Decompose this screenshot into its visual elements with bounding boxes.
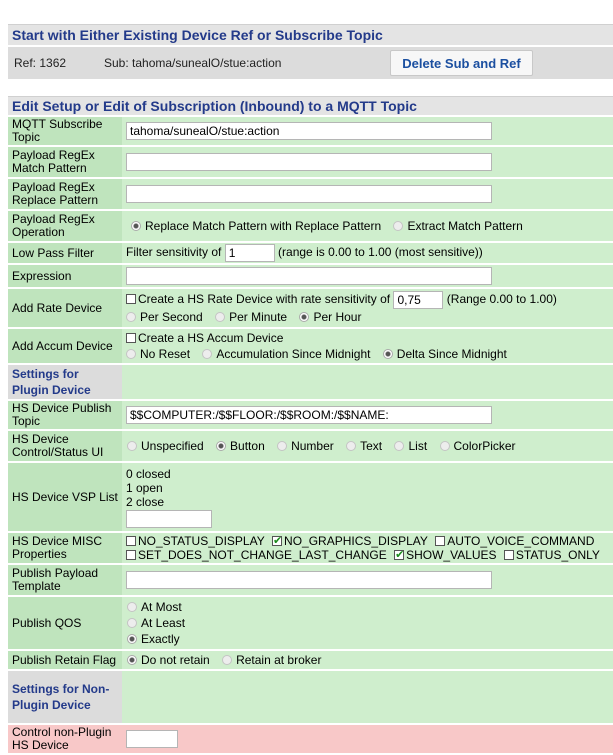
expression-label: Expression xyxy=(8,265,122,287)
regex-operation-label: Payload RegEx Operation xyxy=(8,211,122,241)
chk-set-does-not-change-label: SET_DOES_NOT_CHANGE_LAST_CHANGE xyxy=(138,548,387,562)
sub-label: Sub: tahoma/sunealO/stue:action xyxy=(104,56,282,70)
vsp-list-area[interactable] xyxy=(122,463,613,531)
rate-device-check-label: Create a HS Rate Device with rate sensitivity of xyxy=(138,292,391,307)
rate-device-checkbox[interactable] xyxy=(126,294,136,304)
rate-sensitivity-input[interactable] xyxy=(393,291,443,309)
radio-delta-midnight[interactable] xyxy=(383,349,393,359)
radio-retain-broker[interactable] xyxy=(222,655,232,665)
low-pass-input[interactable] xyxy=(225,244,275,262)
radio-text[interactable] xyxy=(346,441,356,451)
rate-device-label: Add Rate Device xyxy=(8,289,122,327)
radio-accum-midnight-label: Accumulation Since Midnight xyxy=(216,347,371,361)
low-pass-range: (range is 0.00 to 1.00 (most sensitive)) xyxy=(278,245,483,260)
vsp-list-label: HS Device VSP List xyxy=(8,463,122,531)
accum-device-checkbox[interactable] xyxy=(126,333,136,343)
chk-status-only[interactable] xyxy=(504,550,514,560)
publish-topic-label: HS Device Publish Topic xyxy=(8,401,122,429)
publish-qos-label: Publish QOS xyxy=(8,597,122,649)
radio-accum-midnight[interactable] xyxy=(202,349,212,359)
radio-exactly[interactable] xyxy=(127,634,137,644)
control-ui-label: HS Device Control/Status UI xyxy=(8,431,122,461)
radio-per-minute[interactable] xyxy=(215,312,225,322)
chk-auto-voice-command[interactable] xyxy=(435,536,445,546)
radio-extract[interactable] xyxy=(393,221,403,231)
radio-retain-broker-label: Retain at broker xyxy=(236,653,322,667)
chk-status-only-label: STATUS_ONLY xyxy=(515,548,600,562)
chk-auto-voice-command-label: AUTO_VOICE_COMMAND xyxy=(447,534,595,548)
chk-show-values-label: SHOW_VALUES xyxy=(406,548,497,562)
edit-setup-header: Edit Setup or Edit of Subscription (Inbound) to a MQTT Topic xyxy=(8,96,613,115)
radio-at-least[interactable] xyxy=(127,618,137,628)
radio-per-hour-label: Per Hour xyxy=(313,310,362,324)
accum-device-check-label: Create a HS Accum Device xyxy=(138,331,284,345)
radio-list[interactable] xyxy=(394,441,404,451)
radio-do-not-retain[interactable] xyxy=(127,655,137,665)
chk-no-status-display-label: NO_STATUS_DISPLAY xyxy=(138,534,265,548)
radio-text-label: Text xyxy=(360,439,383,453)
mqtt-topic-label: MQTT Subscribe Topic xyxy=(8,117,122,145)
radio-extract-label: Extract Match Pattern xyxy=(407,219,523,233)
radio-at-most-label: At Most xyxy=(141,600,182,614)
misc-props-label: HS Device MISC Properties xyxy=(8,533,122,563)
radio-unspecified-label: Unspecified xyxy=(141,439,204,453)
retain-flag-label: Publish Retain Flag xyxy=(8,651,122,669)
radio-button-label: Button xyxy=(230,439,265,453)
ref-label: Ref: 1362 xyxy=(14,56,67,70)
radio-at-least-label: At Least xyxy=(141,616,186,630)
radio-colorpicker[interactable] xyxy=(440,441,450,451)
setup-form xyxy=(8,115,613,755)
low-pass-label: Low Pass Filter xyxy=(8,243,122,263)
chk-show-values[interactable] xyxy=(394,550,404,560)
radio-colorpicker-label: ColorPicker xyxy=(453,439,516,453)
radio-at-most[interactable] xyxy=(127,602,137,612)
radio-per-second[interactable] xyxy=(126,312,136,322)
radio-number-label: Number xyxy=(291,439,334,453)
regex-operation-group xyxy=(122,211,613,241)
nonplugin-section-heading: Settings for Non-Plugin Device xyxy=(8,671,122,723)
ref-row xyxy=(8,47,613,79)
radio-per-minute-label: Per Minute xyxy=(229,310,288,324)
payload-template-label: Publish Payload Template xyxy=(8,565,122,595)
plugin-section-heading: Settings for Plugin Device xyxy=(8,365,122,399)
rate-range-label: (Range 0.00 to 1.00) xyxy=(446,292,557,307)
chk-no-graphics-display-label: NO_GRAPHICS_DISPLAY xyxy=(284,534,428,548)
replace-pattern-label: Payload RegEx Replace Pattern xyxy=(8,179,122,209)
radio-per-hour[interactable] xyxy=(299,312,309,322)
radio-per-second-label: Per Second xyxy=(140,310,203,324)
low-pass-prefix: Filter sensitivity of xyxy=(126,245,222,260)
chk-set-does-not-change[interactable] xyxy=(126,550,136,560)
replace-pattern-input[interactable] xyxy=(126,185,492,203)
publish-topic-input[interactable] xyxy=(126,406,492,424)
radio-list-label: List xyxy=(408,439,428,453)
radio-delta-midnight-label: Delta Since Midnight xyxy=(396,347,507,361)
vsp-line-0: 0 closed xyxy=(126,466,171,481)
radio-number[interactable] xyxy=(277,441,287,451)
radio-unspecified[interactable] xyxy=(127,441,137,451)
vsp-input[interactable] xyxy=(126,510,212,528)
radio-no-reset-label: No Reset xyxy=(140,347,191,361)
accum-device-label: Add Accum Device xyxy=(8,329,122,363)
delete-sub-and-ref-button[interactable]: Delete Sub and Ref xyxy=(390,50,533,76)
radio-no-reset[interactable] xyxy=(126,349,136,359)
existing-ref-header: Start with Either Existing Device Ref or Subscribe Topic xyxy=(8,24,613,45)
radio-replace-label: Replace Match Pattern with Replace Pattern xyxy=(145,219,382,233)
radio-exactly-label: Exactly xyxy=(141,632,180,646)
control-nonplugin-input[interactable] xyxy=(126,730,178,748)
match-pattern-label: Payload RegEx Match Pattern xyxy=(8,147,122,177)
vsp-line-1: 1 open xyxy=(126,480,163,495)
chk-no-graphics-display[interactable] xyxy=(272,536,282,546)
payload-template-input[interactable] xyxy=(126,571,492,589)
vsp-line-2: 2 close xyxy=(126,494,165,509)
radio-replace[interactable] xyxy=(131,221,141,231)
radio-do-not-retain-label: Do not retain xyxy=(141,653,210,667)
radio-button[interactable] xyxy=(216,441,226,451)
expression-input[interactable] xyxy=(126,267,492,285)
match-pattern-input[interactable] xyxy=(126,153,492,171)
chk-no-status-display[interactable] xyxy=(126,536,136,546)
mqtt-topic-input[interactable] xyxy=(126,122,492,140)
control-nonplugin-label: Control non-Plugin HS Device xyxy=(8,725,122,753)
